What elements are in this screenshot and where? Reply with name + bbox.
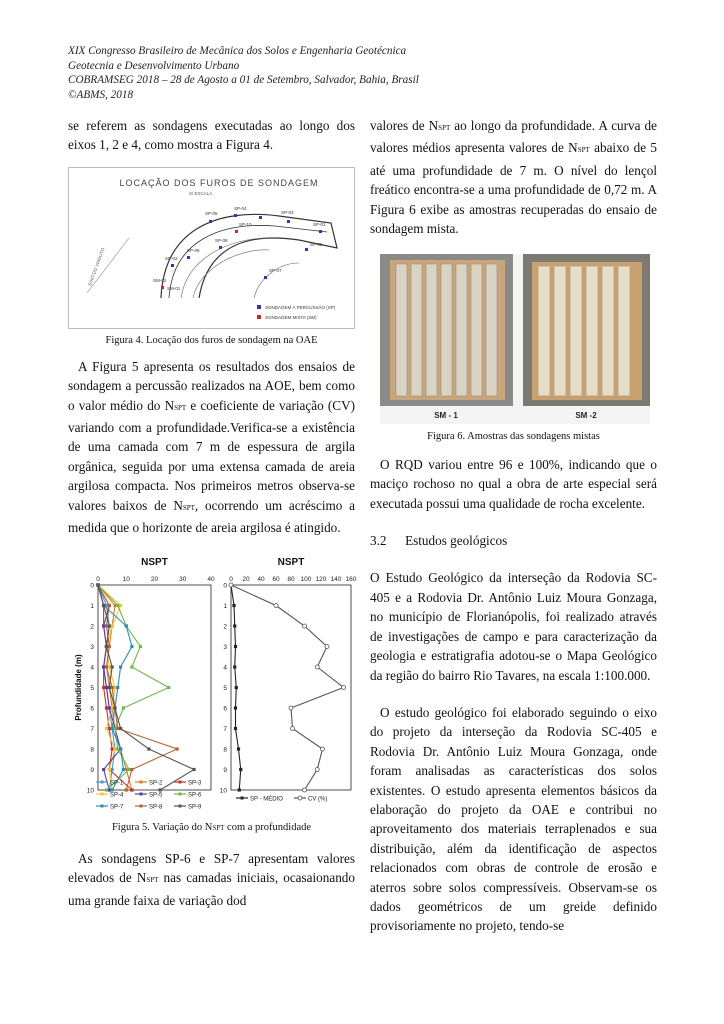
y-tick-label-7: 7 [90, 726, 94, 734]
legend-label-5: SP-6 [188, 792, 202, 799]
data-point [111, 707, 114, 710]
legend-label-1: SP-2 [149, 780, 163, 787]
data-point [105, 707, 108, 710]
figure-6-caption: Figura 6. Amostras das sondagens mistas [427, 430, 600, 442]
data-point [291, 727, 295, 731]
data-point [229, 583, 233, 587]
nspt-chart-1 [74, 557, 215, 795]
data-point [108, 604, 111, 607]
data-point [130, 768, 133, 771]
data-point [105, 666, 108, 669]
y-tick-label-1: 1 [223, 603, 227, 611]
nspt-charts [68, 558, 355, 813]
x-tick-label-2: 20 [150, 576, 159, 584]
road-curve-3 [193, 250, 269, 298]
data-point [239, 768, 242, 771]
header-line-1: XIX Congresso Brasileiro de Mecânica dos Solos e Engenharia Geotécnica [68, 45, 407, 57]
data-point [108, 645, 111, 648]
y-tick-label-4: 4 [90, 664, 94, 672]
legend-marker [101, 805, 104, 808]
x-tick-label-2: 40 [257, 576, 265, 584]
legend-marker [101, 781, 104, 784]
x-tick-label-0: 0 [96, 576, 100, 584]
data-point [105, 645, 108, 648]
y-tick-label-2: 2 [90, 623, 94, 631]
data-point [125, 789, 128, 792]
data-point [315, 768, 319, 772]
y-tick-label-9: 9 [223, 767, 227, 775]
x-tick-label-1: 10 [122, 576, 130, 584]
figure-4-caption: Figura 4. Locação dos furos de sondagem na OAE [105, 334, 318, 346]
nspt-chart-2 [220, 557, 357, 795]
legend-marker [298, 796, 302, 800]
data-point [234, 727, 237, 730]
data-point [119, 727, 122, 730]
location-map [69, 168, 354, 328]
y-tick-label-5: 5 [90, 685, 94, 693]
data-point [105, 727, 108, 730]
map-label-8: SP-02 [165, 255, 178, 261]
data-point [122, 707, 125, 710]
data-point [303, 788, 307, 792]
data-point [176, 748, 179, 751]
map-label-5: SP-07 [269, 267, 282, 273]
y-tick-label-0: 0 [90, 582, 94, 590]
x-tick-label-5: 100 [300, 576, 312, 584]
y-tick-label-8: 8 [223, 746, 227, 754]
legend-label-1: CV (%) [308, 796, 328, 803]
legend-marker [241, 797, 244, 800]
legend-label-3: SP-4 [110, 792, 124, 799]
data-point [130, 666, 133, 669]
left-paragraph-3: As sondagens SP-6 e SP-7 apresentam valores elevados de NSPT nas camadas iniciais, ocasaionando uma grande faixa de variação dod [68, 850, 355, 908]
chart-2-legend [236, 796, 327, 803]
data-point [102, 666, 105, 669]
data-point [116, 727, 119, 730]
data-point [119, 604, 122, 607]
header-line-3: COBRAMSEG 2018 – 28 de Agosto a 01 de Setembro, Salvador, Bahia, Brasil [68, 74, 419, 86]
data-point [111, 748, 114, 751]
data-point [108, 666, 111, 669]
x-tick-label-3: 30 [179, 576, 187, 584]
y-tick-label-10: 10 [86, 787, 94, 795]
data-point [105, 625, 108, 628]
data-point [96, 584, 99, 587]
legend-marker [179, 805, 182, 808]
figure-6 [380, 254, 650, 429]
data-point [116, 604, 119, 607]
y-tick-label-9: 9 [90, 767, 94, 775]
data-point [113, 727, 116, 730]
data-point [139, 645, 142, 648]
right-paragraph-4: O estudo geológico foi elaborado seguindo o eixo do projeto da interseção da Rodovia SC-405 e Rodovia Dr. Antônio Luiz Moura Gonzaga, onde foram analisadas as características dos solos existentes. O estudo apresenta elementos básicos da elaboração do projeto da OAE e contribui no aproveitamento dos materiais terraplenados e sua distribuição, além da identificação de aspectos relacionados com obras de controle de erosão e aterros sobre solos compressíveis. Observam-se os dados geométricos de um greide definido provisoriamente no projeto, tendo-se [370, 704, 657, 934]
road-curve-2 [181, 238, 269, 298]
data-point [102, 625, 105, 628]
data-point [111, 686, 114, 689]
legend-label-8: SP-9 [188, 804, 202, 811]
figure-5-caption: Figura 5. Variação do NSPT com a profundidade [111, 821, 312, 833]
y-tick-label-10: 10 [219, 787, 227, 795]
x-tick-label-3: 60 [272, 576, 280, 584]
header-line-4: ©ABMS, 2018 [68, 88, 134, 101]
data-point [111, 625, 114, 628]
x-tick-label-6: 120 [315, 576, 327, 584]
data-point [111, 666, 114, 669]
chart-title: NSPT [141, 557, 168, 569]
data-point [274, 604, 278, 608]
data-point [234, 707, 237, 710]
map-label-2: SP-03 [281, 209, 294, 215]
x-tick-label-1: 20 [242, 576, 250, 584]
right-column [370, 116, 657, 936]
legend-marker [140, 805, 143, 808]
data-point [303, 624, 307, 628]
section-heading [370, 531, 657, 550]
data-point [111, 727, 114, 730]
data-point [238, 789, 241, 792]
x-tick-label-4: 80 [287, 576, 295, 584]
data-point [159, 789, 162, 792]
data-point [233, 666, 236, 669]
data-point [113, 686, 116, 689]
data-point [321, 747, 325, 751]
data-point [325, 645, 329, 649]
data-point [119, 666, 122, 669]
right-paragraph-2: O RQD variou entre 96 e 100%, indicando que o maciço rochoso no qual a obra de arte especial será executada possui uma qualidade de rocha excelente. [370, 456, 657, 511]
road-inner-curve [169, 225, 327, 298]
legend-sp-label: SONDAGEM À PERCUSSÃO (SP) [265, 304, 336, 310]
legend-label-0: SP - MÉDIO [250, 796, 283, 803]
y-tick-label-2: 2 [223, 623, 227, 631]
data-point [232, 604, 235, 607]
data-point [108, 707, 111, 710]
legend-sm-label: SONDAGEM MISTA (SM) [265, 314, 317, 320]
data-point [233, 625, 236, 628]
figure-5 [68, 558, 355, 834]
data-point [342, 686, 346, 690]
data-point [116, 748, 119, 751]
data-point [315, 665, 319, 669]
data-point [108, 768, 111, 771]
chart-1-legend [96, 781, 202, 811]
map-label-6: SP-08 [215, 237, 228, 243]
map-label-0: SP-05 [205, 210, 218, 216]
y-tick-label-1: 1 [90, 603, 94, 611]
data-point [105, 686, 108, 689]
figure-4 [68, 167, 355, 347]
photo-sm-2-label: SM -2 [575, 411, 597, 421]
photo-sm-1 [380, 254, 513, 420]
y-tick-label-6: 6 [223, 705, 227, 713]
x-tick-label-4: 40 [207, 576, 215, 584]
data-point [167, 686, 170, 689]
data-point [108, 686, 111, 689]
x-tick-label-0: 0 [229, 576, 233, 584]
data-point [192, 768, 195, 771]
map-label-4: SP-06 [310, 241, 323, 247]
data-point [108, 727, 111, 730]
data-point [130, 645, 133, 648]
legend-marker [179, 793, 182, 796]
data-point [235, 686, 238, 689]
right-paragraph-3: O Estudo Geológico da interseção da Rodovia SC-405 e a Rodovia Dr. Antônio Luiz Moura Gonzaga, no município de Florianópolis, foi realizado através de investigações de campo e para caracterização da geologia e estratigrafia adotou-se o Mapa Geológico da região do bairro Rio Tavares, na escala 1:100.000. [370, 570, 657, 683]
left-paragraph-2: A Figura 5 apresenta os resultados dos ensaios de sondagem a percussão realizados na AOE, bem como o valor médio do NSPT e coeficiente de variação (CV) variando com a profundidade.Verifica-se a existência de uma camada com 7 m de espessura de argila orgânica, seguida por uma extensa camada de areia argilosa compacta. Nos primeiros metros observa-se valores baixos de NSPT, ocorrendo um acréscimo a medida que o horizonte de areia argilosa é atingido. [68, 358, 355, 536]
chart-title: NSPT [277, 557, 305, 569]
y-tick-label-7: 7 [223, 726, 227, 734]
map-scale: S/ ESCALA [189, 190, 213, 196]
right-paragraph-1: valores de NSPT ao longo da profundidade. A curva de valores médios apresenta valores de NSPT abaixo de 5 até uma profundidade de 7 m. O nível do lençol freático encontra-se a uma profundidade de 0,72 m. A Figura 6 exibe as amostras recuperadas do ensaio de sondagem mista. [370, 118, 657, 237]
core-sample-photos [380, 254, 650, 424]
data-point [102, 686, 105, 689]
data-point [113, 748, 116, 751]
y-tick-label-8: 8 [90, 746, 94, 754]
map-label-7: SP-09 [187, 247, 200, 253]
y-tick-label-6: 6 [90, 705, 94, 713]
legend-sp-marker [257, 305, 261, 309]
legend-marker [179, 781, 182, 784]
map-label-9: SP-10 [239, 221, 252, 227]
data-point [108, 625, 111, 628]
map-label-11: SM-01 [167, 285, 181, 291]
map-label-10: SM-02 [153, 277, 167, 283]
legend-label-7: SP-8 [149, 804, 163, 811]
left-column [68, 116, 355, 910]
data-point [127, 768, 130, 771]
legend-marker [140, 781, 143, 784]
legend-label-6: SP-7 [110, 804, 124, 811]
section-number: 3.2 [370, 533, 387, 549]
data-point [111, 789, 114, 792]
data-point [289, 706, 293, 710]
photo-sm-2 [523, 254, 650, 420]
x-tick-label-7: 140 [330, 576, 342, 584]
legend-label-4: SP-5 [149, 792, 163, 799]
y-tick-label-3: 3 [90, 644, 94, 652]
legend-marker [140, 793, 143, 796]
data-point [237, 748, 240, 751]
map-title: LOCAÇÃO DOS FUROS DE SONDAGEM [119, 177, 319, 188]
data-point [122, 768, 125, 771]
y-tick-label-5: 5 [223, 685, 227, 693]
data-point [119, 748, 122, 751]
data-point [105, 789, 108, 792]
page-header [68, 44, 419, 102]
x-tick-label-8: 160 [345, 576, 357, 584]
data-point [125, 625, 128, 628]
map-axis-label: EIXO DO VIADUTO [87, 246, 106, 287]
data-point [130, 789, 133, 792]
legend-label-2: SP-3 [188, 780, 202, 787]
data-point [234, 645, 237, 648]
data-point [102, 768, 105, 771]
data-point [102, 604, 105, 607]
legend-label-0: SP-1 [110, 780, 124, 787]
y-tick-label-0: 0 [223, 582, 227, 590]
data-point [113, 707, 116, 710]
header-line-2: Geotecnia e Desenvolvimento Urbano [68, 59, 240, 72]
y-tick-label-3: 3 [223, 644, 227, 652]
y-tick-label-4: 4 [223, 664, 227, 672]
map-label-1: SP-04 [234, 205, 247, 211]
data-point [147, 748, 150, 751]
left-paragraph-1: se referem as sondagens executadas ao longo dos eixos 1, 2 e 4, como mostra a Figura 4. [68, 118, 355, 153]
data-point [116, 686, 119, 689]
map-label-3: SP-01 [313, 221, 326, 227]
legend-marker [101, 793, 104, 796]
legend-sm-marker [257, 315, 261, 319]
series-line-cv- [231, 585, 344, 790]
photo-sm-1-label: SM - 1 [434, 411, 458, 421]
section-title: Estudos geológicos [405, 533, 508, 549]
y-axis-label: Profundidade (m) [74, 654, 83, 722]
